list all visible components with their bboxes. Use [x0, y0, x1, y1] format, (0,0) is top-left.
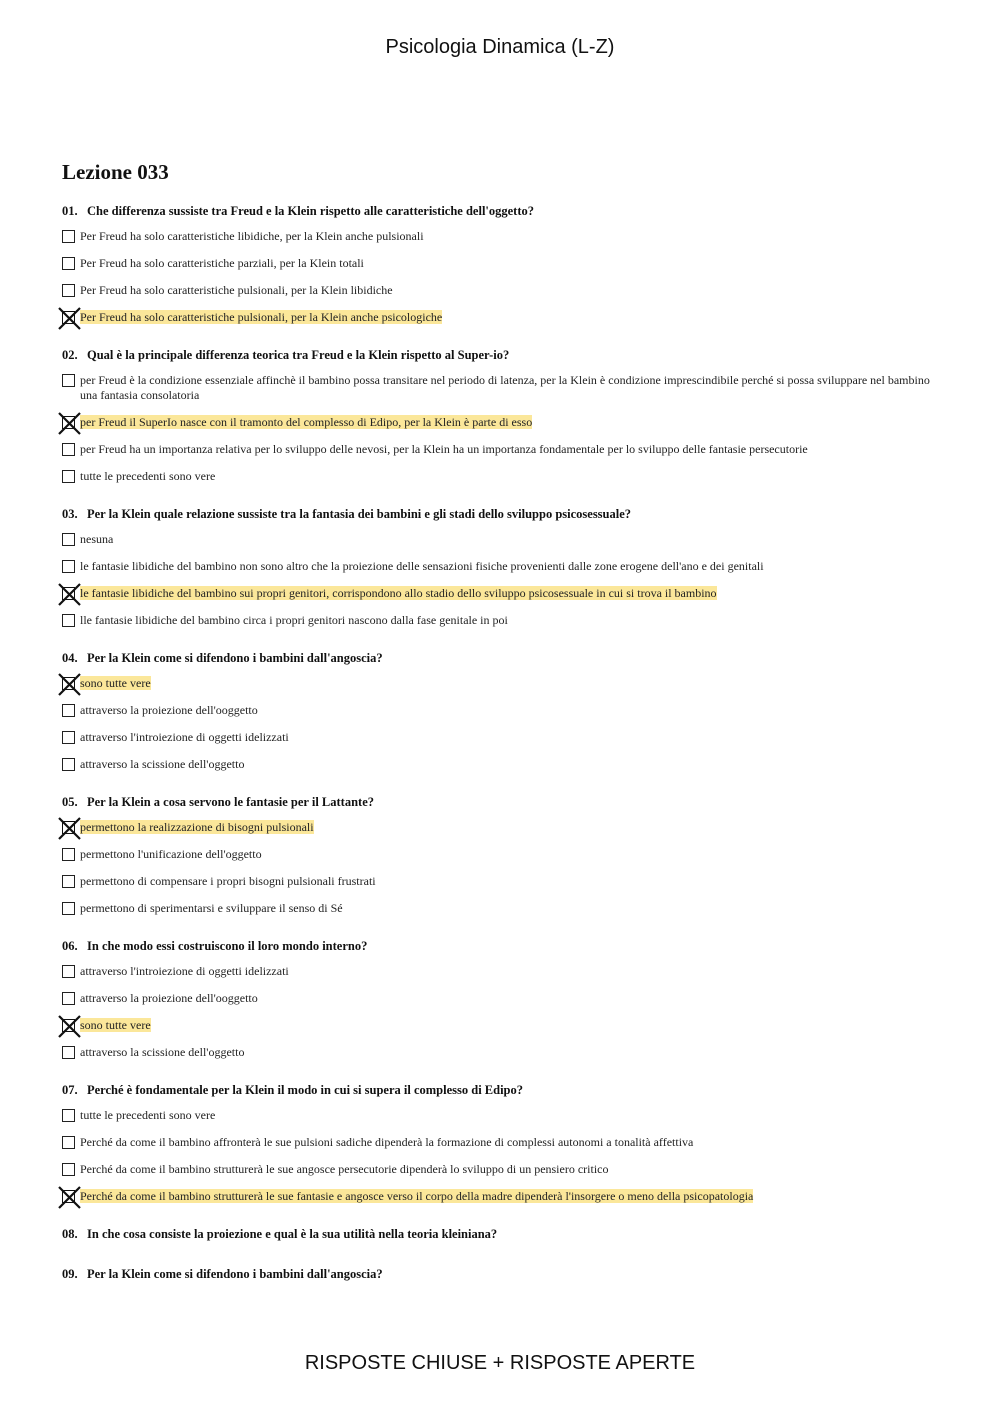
answer-text: le fantasie libidiche del bambino non sono altro che la proiezione delle sensazioni fisiche provenienti dalle zone erogene dell'ano e dei genitali	[80, 559, 764, 573]
checkbox[interactable]	[62, 284, 75, 297]
question-text: In che cosa consiste la proiezione e qual è la sua utilità nella teoria kleiniana?	[87, 1227, 498, 1241]
answer-text: per Freud ha un importanza relativa per lo sviluppo delle nevosi, per la Klein ha un importanza fondamentale per lo sviluppo delle fantasie persecutorie	[80, 442, 808, 456]
answer-option[interactable]	[62, 469, 942, 484]
answer-text: Per Freud ha solo caratteristiche libidiche, per la Klein anche pulsionali	[80, 229, 424, 243]
answer-text: nesuna	[80, 532, 114, 546]
checkbox[interactable]	[62, 470, 75, 483]
correct-answer-text: per Freud il SuperIo nasce con il tramonto del complesso di Edipo, per la Klein è parte di esso	[80, 415, 533, 429]
correct-answer-text: le fantasie libidiche del bambino sui propri genitori, corrispondono allo stadio dello sviluppo psicosessuale in cui si trova il bambino	[80, 586, 717, 600]
question-4	[62, 650, 942, 666]
page-footer-title: RISPOSTE CHIUSE + RISPOSTE APERTE	[304, 1352, 696, 1374]
answer-option[interactable]	[62, 730, 942, 745]
checkbox[interactable]	[62, 902, 75, 915]
answer-list	[62, 373, 942, 484]
answer-option[interactable]	[62, 874, 942, 889]
question-number: 06.	[62, 939, 78, 953]
question-number: 03.	[62, 507, 78, 521]
answer-option[interactable]	[62, 676, 942, 691]
checked-checkbox[interactable]	[62, 1190, 75, 1203]
answer-text: tutte le precedenti sono vere	[80, 469, 216, 483]
question-5	[62, 794, 942, 810]
checkbox[interactable]	[62, 230, 75, 243]
checkbox[interactable]	[62, 443, 75, 456]
answer-option[interactable]	[62, 1162, 942, 1177]
answer-option[interactable]	[62, 415, 942, 430]
checkbox[interactable]	[62, 965, 75, 978]
open-question-1	[62, 1226, 942, 1242]
question-3	[62, 506, 942, 522]
answer-option[interactable]	[62, 1189, 942, 1204]
correct-answer-text: sono tutte vere	[80, 676, 151, 690]
answer-text: permettono di sperimentarsi e sviluppare il senso di Sé	[80, 901, 343, 915]
question-number: 07.	[62, 1083, 78, 1097]
question-text: Per la Klein come si difendono i bambini dall'angoscia?	[87, 651, 383, 665]
answer-text: attraverso l'introiezione di oggetti idelizzati	[80, 964, 289, 978]
answer-option[interactable]	[62, 310, 942, 325]
checkbox[interactable]	[62, 1136, 75, 1149]
answer-list	[62, 676, 942, 772]
lesson-title: Lezione 033	[62, 160, 169, 184]
question-text: Che differenza sussiste tra Freud e la Klein rispetto alle caratteristiche dell'oggetto?	[87, 204, 535, 218]
checkbox[interactable]	[62, 257, 75, 270]
answer-option[interactable]	[62, 256, 942, 271]
answer-option[interactable]	[62, 757, 942, 772]
answer-option[interactable]	[62, 901, 942, 916]
checkbox[interactable]	[62, 1163, 75, 1176]
checked-checkbox[interactable]	[62, 1019, 75, 1032]
answer-text: Per Freud ha solo caratteristiche parziali, per la Klein totali	[80, 256, 364, 270]
checked-checkbox[interactable]	[62, 677, 75, 690]
answer-list	[62, 820, 942, 916]
answer-option[interactable]	[62, 229, 942, 244]
answer-option[interactable]	[62, 613, 942, 628]
answer-option[interactable]	[62, 820, 942, 835]
answer-option[interactable]	[62, 559, 942, 574]
answer-text: attraverso la scissione dell'oggetto	[80, 1045, 245, 1059]
answer-option[interactable]	[62, 1135, 942, 1150]
checkbox[interactable]	[62, 1109, 75, 1122]
answer-option[interactable]	[62, 532, 942, 547]
question-6	[62, 938, 942, 954]
question-number: 04.	[62, 651, 78, 665]
checkbox[interactable]	[62, 758, 75, 771]
answer-text: attraverso la proiezione dell'ooggetto	[80, 991, 258, 1005]
correct-answer-text: sono tutte vere	[80, 1018, 151, 1032]
checkbox[interactable]	[62, 533, 75, 546]
question-text: Qual è la principale differenza teorica tra Freud e la Klein rispetto al Super-io?	[87, 348, 510, 362]
checked-checkbox[interactable]	[62, 311, 75, 324]
checkbox[interactable]	[62, 848, 75, 861]
checked-checkbox[interactable]	[62, 587, 75, 600]
answer-text: per Freud è la condizione essenziale affinchè il bambino possa transitare nel periodo di latenza, per la Klein è condizione imprescindibile perché si possa sviluppare nel bambino una fantasia consolatoria	[80, 373, 930, 402]
answer-option[interactable]	[62, 1018, 942, 1033]
correct-answer-text: Per Freud ha solo caratteristiche pulsionali, per la Klein anche psicologiche	[80, 310, 443, 324]
questions-list	[62, 203, 942, 1306]
question-number: 01.	[62, 204, 78, 218]
question-text: Per la Klein quale relazione sussiste tra la fantasia dei bambini e gli stadi dello sviluppo psicosessuale?	[87, 507, 632, 521]
answer-option[interactable]	[62, 1045, 942, 1060]
answer-option[interactable]	[62, 991, 942, 1006]
answer-text: lle fantasie libidiche del bambino circa i propri genitori nascono dalla fase genitale in poi	[80, 613, 508, 627]
question-number: 02.	[62, 348, 78, 362]
answer-text: attraverso la scissione dell'oggetto	[80, 757, 245, 771]
checkbox[interactable]	[62, 704, 75, 717]
question-text: Perché è fondamentale per la Klein il modo in cui si supera il complesso di Edipo?	[87, 1083, 524, 1097]
question-text: Per la Klein a cosa servono le fantasie per il Lattante?	[87, 795, 374, 809]
checkbox[interactable]	[62, 560, 75, 573]
answer-list	[62, 532, 942, 628]
checkbox[interactable]	[62, 875, 75, 888]
answer-text: Perché da come il bambino strutturerà le sue angosce persecutorie dipenderà lo sviluppo di un pensiero critico	[80, 1162, 609, 1176]
answer-option[interactable]	[62, 373, 942, 403]
open-question-2	[62, 1266, 942, 1282]
answer-list	[62, 964, 942, 1060]
page-header-title: Psicologia Dinamica (L-Z)	[385, 36, 615, 58]
answer-list	[62, 1108, 942, 1204]
answer-text: Perché da come il bambino affronterà le sue pulsioni sadiche dipenderà la formazione di complessi autonomi a tonalità affettiva	[80, 1135, 694, 1149]
checkbox[interactable]	[62, 374, 75, 387]
correct-answer-text: Perché da come il bambino strutturerà le sue fantasie e angosce verso il corpo della madre dipenderà l'insorgere o meno della psicopatologia	[80, 1189, 754, 1203]
checked-checkbox[interactable]	[62, 821, 75, 834]
question-number: 05.	[62, 795, 78, 809]
checkbox[interactable]	[62, 1046, 75, 1059]
answer-list	[62, 229, 942, 325]
answer-text: permettono di compensare i propri bisogni pulsionali frustrati	[80, 874, 376, 888]
question-number: 08.	[62, 1227, 78, 1241]
checkbox[interactable]	[62, 614, 75, 627]
answer-text: attraverso la proiezione dell'ooggetto	[80, 703, 258, 717]
answer-text: tutte le precedenti sono vere	[80, 1108, 216, 1122]
answer-text: permettono l'unificazione dell'oggetto	[80, 847, 262, 861]
question-text: Per la Klein come si difendono i bambini dall'angoscia?	[87, 1267, 383, 1281]
answer-option[interactable]	[62, 703, 942, 718]
answer-option[interactable]	[62, 847, 942, 862]
answer-text: attraverso l'introiezione di oggetti idelizzati	[80, 730, 289, 744]
answer-text: Per Freud ha solo caratteristiche pulsionali, per la Klein libidiche	[80, 283, 393, 297]
question-2	[62, 347, 942, 363]
question-1	[62, 203, 942, 219]
question-number: 09.	[62, 1267, 78, 1281]
answer-option[interactable]	[62, 283, 942, 298]
answer-option[interactable]	[62, 964, 942, 979]
answer-option[interactable]	[62, 586, 942, 601]
checked-checkbox[interactable]	[62, 416, 75, 429]
correct-answer-text: permettono la realizzazione di bisogni pulsionali	[80, 820, 314, 834]
checkbox[interactable]	[62, 731, 75, 744]
question-text: In che modo essi costruiscono il loro mondo interno?	[87, 939, 368, 953]
answer-option[interactable]	[62, 442, 942, 457]
answer-option[interactable]	[62, 1108, 942, 1123]
checkbox[interactable]	[62, 992, 75, 1005]
question-7	[62, 1082, 942, 1098]
